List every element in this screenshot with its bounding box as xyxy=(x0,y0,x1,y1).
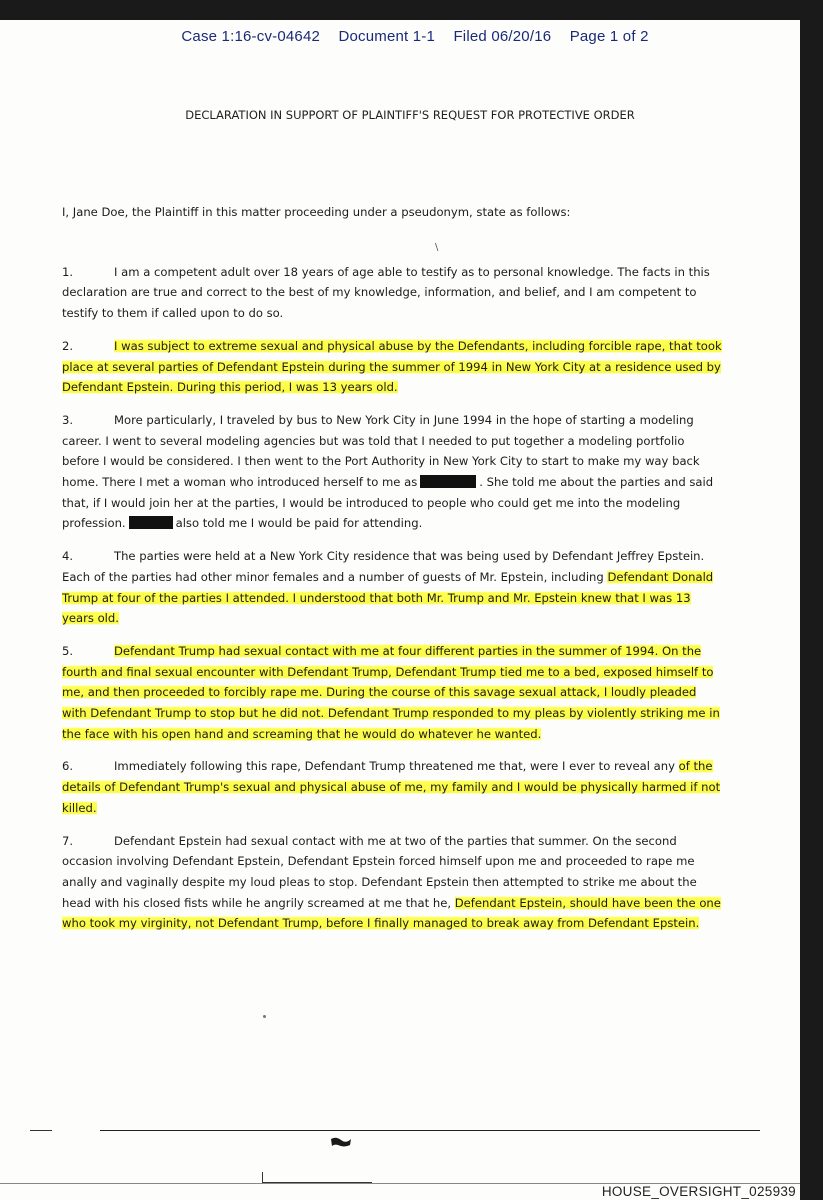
footer-rule-left xyxy=(30,1130,52,1131)
highlighted-text: Defendant Epstein, should have been the one who took my virginity, not Defendant Trump, before I finally managed to break away from Defendant Epstein. xyxy=(62,895,721,931)
stray-dot xyxy=(263,1015,266,1018)
stray-mark: \ xyxy=(435,242,439,253)
paragraph-number: 4. xyxy=(62,549,74,564)
document-title: DECLARATION IN SUPPORT OF PLAINTIFF'S REQUEST FOR PROTECTIVE ORDER xyxy=(185,108,635,122)
paragraph-number: 1. xyxy=(62,264,74,279)
footer-tick-mark xyxy=(262,1172,263,1182)
paragraph-text: I am a competent adult over 18 years of age able to testify as to personal knowledge. The facts in this declaration are true and correct to the best of my knowledge, information, and belief, and I am competent to testify to them if called upon to do so. xyxy=(62,264,710,321)
paragraph-3 xyxy=(62,410,722,534)
paragraph-text-cont: . She told me about the parties and said that, if I would join her at the parties, I would be introduced to people who could get me into the modeling profession. xyxy=(62,475,714,531)
paragraph-number: 6. xyxy=(62,759,74,774)
highlighted-text: Defendant Trump had sexual contact with me at four different parties in the summer of 1994. On the fourth and final sexual encounter with Defendant Trump, Defendant Trump tied me to a bed, exposed himself to me, and then proceeded to forcibly rape me. During the course of this savage sexual attack, I loudly pleaded with Defendant Trump to stop but he did not. Defendant Trump responded to my pleas by violently striking me in the face with his open hand and screaming that he would do whatever he wanted. xyxy=(62,643,720,741)
paragraph-number: 2. xyxy=(62,338,74,353)
paragraph-7 xyxy=(62,831,722,935)
document-number: Document 1-1 xyxy=(338,28,436,45)
paragraph-text: More particularly, I traveled by bus to New York City in June 1994 in the hope of starting a modeling career. I went to several modeling agencies but was told that I needed to put together a modeling portfolio before I would be considered. I then went to the Port Authority in New York City to start to make my way back home. There I met a woman who introduced herself to me as xyxy=(62,412,700,490)
bates-number: HOUSE_OVERSIGHT_025939 xyxy=(601,1184,796,1199)
paragraph-text-end: also told me I would be paid for attending. xyxy=(175,516,423,531)
intro-statement: I, Jane Doe, the Plaintiff in this matter proceeding under a pseudonym, state as follows: xyxy=(62,205,571,219)
scan-top-edge xyxy=(0,0,823,20)
filed-date: Filed 06/20/16 xyxy=(453,28,552,45)
redaction-box xyxy=(129,516,173,529)
highlighted-text: Defendant Donald Trump at four of the parties I attended. I understood that both Mr. Trump and Mr. Epstein knew that I was 13 years old. xyxy=(62,569,714,626)
paragraph-4 xyxy=(62,546,722,629)
redaction-box xyxy=(420,475,476,488)
case-number: Case 1:16-cv-04642 xyxy=(181,28,321,45)
paragraph-text: Defendant Epstein had sexual contact with me at two of the parties that summer. On the second occasion involving Defendant Epstein, Defendant Epstein forced himself upon me and proceeded to rape me anally and vaginally despite my loud pleas to stop. Defendant Epstein then attempted to strike me about the head with his closed fists while he angrily screamed at me that he, xyxy=(62,833,697,910)
declaration-body xyxy=(62,202,722,946)
case-header xyxy=(0,28,800,45)
document-page xyxy=(0,20,800,1200)
paragraph-1 xyxy=(62,262,722,324)
paragraph-number: 5. xyxy=(62,643,74,658)
highlighted-text: of the details of Defendant Trump's sexual and physical abuse of me, my family and I would be physically harmed if not killed. xyxy=(62,759,721,815)
scan-right-edge xyxy=(800,0,823,1200)
paragraph-number: 7. xyxy=(62,833,74,848)
highlighted-text: I was subject to extreme sexual and physical abuse by the Defendants, including forcible rape, that took place at several parties of Defendant Epstein during the summer of 1994 in New York City at a residence used by Defendant Epstein. During this period, I was 13 years old. xyxy=(62,338,722,395)
paragraph-2 xyxy=(62,336,722,398)
paragraph-text: Immediately following this rape, Defendant Trump threatened me that, were I ever to reveal any xyxy=(114,759,675,774)
paragraph-number: 3. xyxy=(62,412,74,427)
footer-rule xyxy=(100,1130,760,1131)
scan-artifact-mark xyxy=(330,1136,352,1148)
page-number: Page 1 of 2 xyxy=(569,28,649,45)
paragraph-text: The parties were held at a New York City residence that was being used by Defendant Jeffrey Epstein. Each of the parties had other minor females and a number of guests of Mr. Epstein, including xyxy=(62,549,705,584)
paragraph-6 xyxy=(62,756,722,818)
paragraph-5 xyxy=(62,641,722,745)
